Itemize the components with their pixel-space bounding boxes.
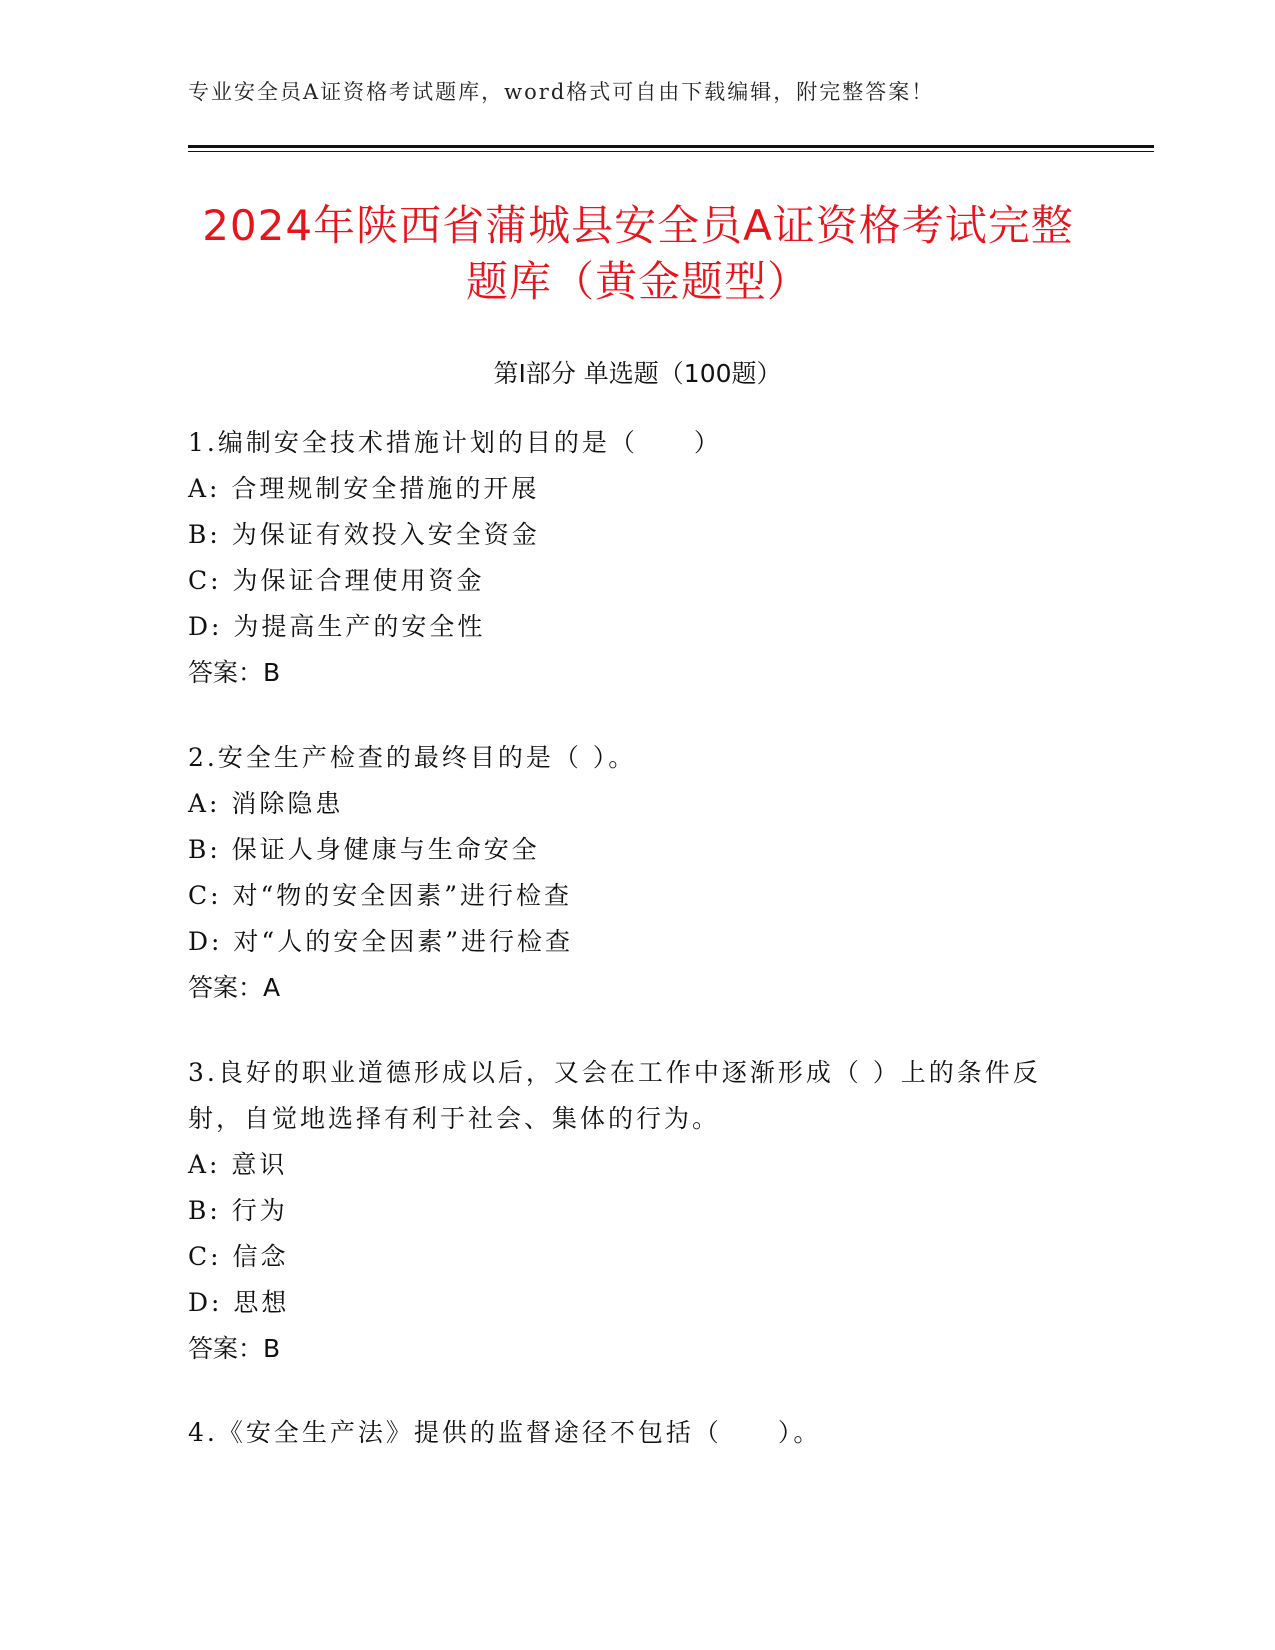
option-b: B: 行为 xyxy=(188,1196,288,1225)
section-title: 第Ⅰ部分 单选题（100题） xyxy=(493,359,782,388)
option-b: B: 保证人身健康与生命安全 xyxy=(188,835,540,864)
header-note: 专业安全员A证资格考试题库，word格式可自由下载编辑，附完整答案！ xyxy=(188,80,935,104)
option-c: C: 对“物的安全因素”进行检查 xyxy=(188,881,573,910)
option-d: D: 思想 xyxy=(188,1288,290,1317)
question-4 xyxy=(188,1410,1088,1456)
option-a: A: 意识 xyxy=(188,1150,288,1179)
question-stem: 4.《安全生产法》提供的监督途径不包括（ ）。 xyxy=(188,1418,822,1447)
answer: 答案：A xyxy=(188,973,281,1002)
answer: 答案：B xyxy=(188,1334,281,1363)
option-d: D: 为提高生产的安全性 xyxy=(188,612,486,641)
option-a: A: 合理规制安全措施的开展 xyxy=(188,474,540,503)
document-title: 2024年陕西省蒲城县安全员A证资格考试完整题库（黄金题型） xyxy=(202,201,1074,306)
question-3 xyxy=(188,1050,1088,1372)
option-a: A: 消除隐患 xyxy=(188,789,344,818)
question-2 xyxy=(188,735,1088,1011)
question-1 xyxy=(188,420,1088,696)
option-c: C: 信念 xyxy=(188,1242,289,1271)
question-stem: 1.编制安全技术措施计划的目的是（ ） xyxy=(188,428,722,457)
header-rule-thin xyxy=(188,151,1154,152)
option-b: B: 为保证有效投入安全资金 xyxy=(188,520,540,549)
question-stem: 3.良好的职业道德形成以后，又会在工作中逐渐形成（ ）上的条件反射，自觉地选择有利于社会、集体的行为。 xyxy=(188,1058,1041,1133)
header-rule xyxy=(188,145,1154,148)
question-stem: 2.安全生产检查的最终目的是（ ）。 xyxy=(188,743,637,772)
option-c: C: 为保证合理使用资金 xyxy=(188,566,485,595)
option-d: D: 对“人的安全因素”进行检查 xyxy=(188,927,573,956)
answer: 答案：B xyxy=(188,658,281,687)
